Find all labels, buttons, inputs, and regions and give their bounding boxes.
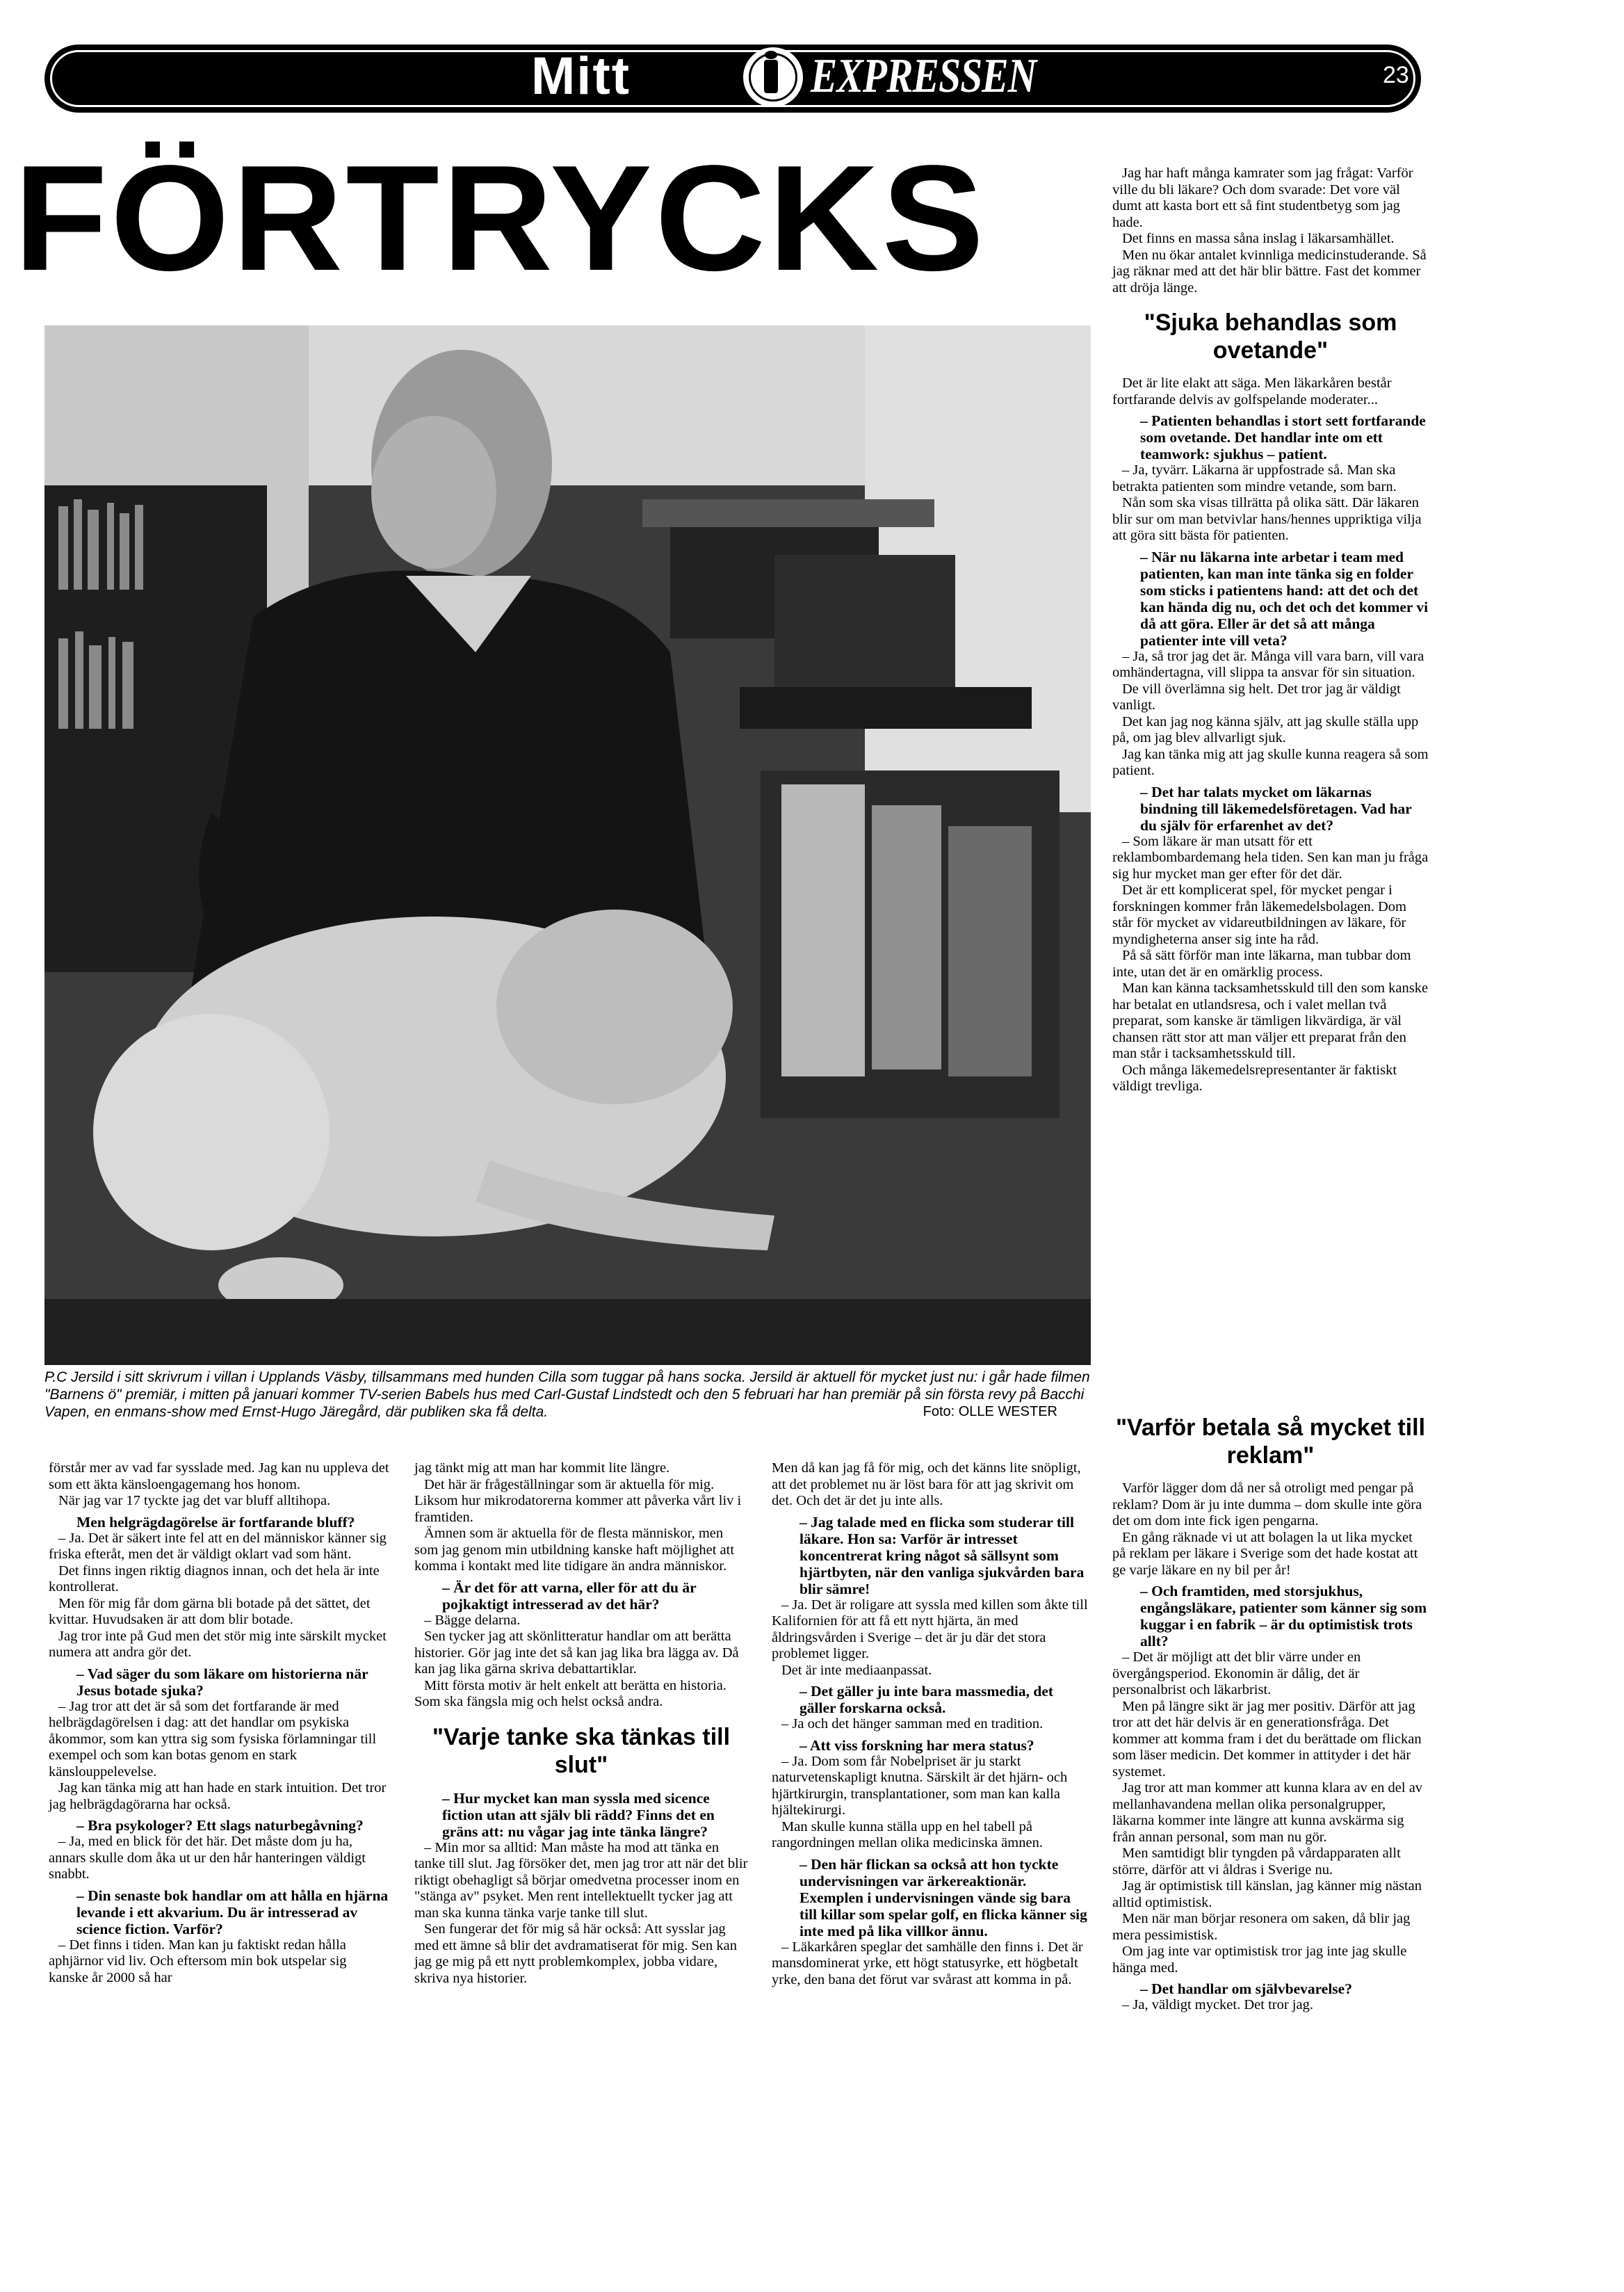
paragraph: – Ja och det hänger samman med en tradition. [781, 1716, 1044, 1732]
paragraph: De vill överlämna sig helt. Det tror jag är väldigt vanligt. [1112, 681, 1401, 713]
question: – Hur mycket kan man syssla med sicence fiction utan att själv bli rädd? Finns det en gräns att: nu vågar jag inte tänka längre? [442, 1789, 715, 1840]
paragraph: – Läkarkåren speglar det samhälle den finns i. Det är mansdominerat yrke, ett högt statusyrke, ett högbetalt yrke, den bana det förut var svårast att komma in på. [772, 1939, 1083, 1987]
question: – Det gäller ju inte bara massmedia, det gäller forskarna också. [799, 1683, 1054, 1716]
paragraph: Nån som ska visas tillrätta på olika sätt. Där läkaren blir sur om man betvivlar hans/hennes uppriktiga vilja att göra sitt bästa för patienten. [1112, 495, 1422, 543]
paragraph: På så sätt förför man inte läkarna, man tubbar dom inte, utan det är en omärklig process. [1112, 948, 1411, 980]
paragraph: – Det finns i tiden. Man kan ju faktiskt redan hålla aphjärnor vid liv. Och eftersom min bok utspelar sig kanske år 2000 så har [49, 1937, 347, 1985]
paragraph: Det är inte mediaanpassat. [781, 1662, 932, 1678]
subheading: "Sjuka behandlas som ovetande" [1144, 309, 1397, 364]
photo-caption [44, 1369, 1091, 1421]
question: – Patienten behandlas i stort sett fortfarande som ovetande. Det handlar inte om ett teamwork: sjukhus – patient. [1140, 412, 1426, 462]
paragraph: – Ja, så tror jag det är. Många vill vara barn, vill vara omhändertagna, vill slippa ta ansvar för sin situation. [1112, 648, 1424, 680]
question: – Bra psykologer? Ett slags naturbegåvning? [76, 1817, 364, 1834]
paragraph: Jag kan tänka mig att han hade en stark intuition. Det tror jag helbrägdagörarna har också. [49, 1780, 387, 1812]
question: – När nu läkarna inte arbetar i team med patienten, kan man inte tänka sig en folder som sticks i patientens hand: att det och det kan hända dig nu, och det och det kommer vi då att göra. Eller är det så att många patienter inte vill veta? [1140, 548, 1429, 649]
paragraph: – Min mor sa alltid: Man måste ha mod att tänka en tanke till slut. Jag försöker det, men jag tror att när det blir riktigt obehagligt så börjar omedvetna processer inom en "stänga av" psyket. Men rent intellektuellt tycker jag att man ska kunna tänka varje tanke till slut. [414, 1839, 748, 1921]
expressen-logo-icon [743, 47, 803, 107]
paragraph: Men för mig får dom gärna bli botade på det sättet, det kvittar. Huvudsaken är att dom blir botade. [49, 1595, 371, 1627]
paragraph: – Bägge delarna. [424, 1612, 521, 1628]
paragraph: Jag tror att man kommer att kunna klara av en del av mellanhavandena mellan olika personalgrupper, läkarna kommer inte längre att kunna avskärma sig från annan personal, som man nu gör. [1112, 1780, 1423, 1845]
paragraph: – Ja. Det är säkert inte fel att en del människor känner sig friska efteråt, men det är väldigt oklart vad som hänt. [49, 1530, 387, 1562]
paragraph: Sen fungerar det för mig så här också: Att sysslar jag med ett ämne så blir det avdramatiserat för mig. Sen kan jag ge mig på ett nytt problemkomplex, jobba vidare, skriva nya historier. [414, 1921, 737, 1986]
page-number: 23 [1383, 62, 1409, 88]
article-column-1 [49, 1460, 389, 1986]
question: – Och framtiden, med storsjukhus, engångsläkare, patienter som känner sig som kuggar i en fabrik – är du optimistisk trots allt? [1140, 1583, 1427, 1649]
paragraph: Det finns ingen riktig diagnos innan, och det hela är inte kontrollerat. [49, 1563, 380, 1595]
paragraph: En gång räknade vi ut att bolagen la ut lika mycket på reklam per läkare i Sverige som det hade kostat att ge varje läkare en ny bil per år! [1112, 1529, 1418, 1578]
masthead-border [50, 50, 1415, 107]
paragraph: Men samtidigt blir tyngden på vårdapparaten allt större, därför att vi åldras i Sverige nu. [1112, 1846, 1401, 1878]
paragraph: Mitt första motiv är helt enkelt att berätta en historia. Som ska fängsla mig och helst också andra. [414, 1677, 726, 1709]
masthead [44, 45, 1421, 113]
paragraph: – Det är möjligt att det blir värre under en övergångsperiod. Ekonomin är dålig, det är personalbrist och läkarbrist. [1112, 1649, 1361, 1697]
question: Men helgrägdagörelse är fortfarande bluff? [76, 1513, 355, 1531]
masthead-expressen: EXPRESSEN [811, 49, 1037, 103]
paragraph: Men på längre sikt är jag mer positiv. Därför att jag tror att det här delvis är en generationsfråga. Det kommer att komma fram i det du berättade om flickan som läser medicin. Det kommer in attityder i det här systemet. [1112, 1698, 1422, 1779]
article-column-5 [1112, 1401, 1429, 2014]
article-column-3 [772, 1460, 1088, 1988]
paragraph: Man skulle kunna ställa upp en hel tabell på rangordningen mellan olika medicinska ämnen. [772, 1818, 1043, 1850]
masthead-mitt: Mitt [531, 47, 631, 106]
paragraph: – Som läkare är man utsatt för ett reklambombardemang hela tiden. Sen kan man ju fråga sig hur mycket man ger efter för det där. [1112, 833, 1429, 882]
paragraph: Men när man börjar resonera om saken, då blir jag mera pessimistisk. [1112, 1911, 1411, 1943]
paragraph: När jag var 17 tyckte jag det var bluff alltihopa. [58, 1493, 331, 1508]
article-column-4 [1112, 166, 1429, 1095]
paragraph: Jag tror inte på Gud men det stör mig inte särskilt mycket numera att andra gör det. [49, 1628, 387, 1660]
subheading: "Varje tanke ska tänkas till slut" [432, 1723, 731, 1778]
question: – Att viss forskning har mera status? [799, 1736, 1034, 1754]
question: – Är det för att varna, eller för att du är pojkaktigt intresserad av det här? [442, 1579, 697, 1613]
paragraph: – Ja, med en blick för det här. Det måste dom ju ha, annars skulle dom åka ut ur den hår hanteringen väldigt snabbt. [49, 1834, 366, 1882]
paragraph: Men nu ökar antalet kvinnliga medicinstuderande. Så jag räknar med att det här blir bättre. Fast det kommer att dröja länge. [1112, 247, 1427, 296]
photo-illustration [44, 325, 1091, 1365]
article-photo [44, 325, 1091, 1365]
paragraph: Det kan jag nog känna själv, att jag skulle ställa upp på, om jag blev allvarligt sjuk. [1112, 713, 1419, 745]
paragraph: jag tänkt mig att man har kommit lite längre. [414, 1460, 670, 1476]
paragraph: Det här är frågeställningar som är aktuella för mig. Liksom hur mikrodatorerna kommer att påverka vårt liv i framtiden. [414, 1476, 742, 1525]
subheading: "Varför betala så mycket till reklam" [1115, 1414, 1426, 1469]
paragraph: Man kan känna tacksamhetsskuld till den som kanske har betalat en utlandsresa, och i valet mellan två preparat, som kanske är tämligen likvärdiga, är väl chansen rätt stor att man väljer ett preparat från den man står i tacksamhetsskuld till. [1112, 980, 1429, 1061]
paragraph: Det är lite elakt att säga. Men läkarkåren består fortfarande delvis av golfspelande moderater... [1112, 376, 1392, 407]
question: – Vad säger du som läkare om historierna när Jesus botade sjuka? [76, 1665, 368, 1699]
paragraph: förstår mer av vad far sysslade med. Jag kan nu uppleva det som ett äkta känsloengagemang hos honom. [49, 1460, 389, 1492]
question: – Den här flickan sa också att hon tyckte undervisningen var ärkereaktionär. Exemplen i undervisningen vände sig bara till killar som spelar golf, en flicka känner sig inte med på lika villkor ännu. [799, 1855, 1087, 1939]
paragraph: Jag är optimistisk till känslan, jag känner mig nästan alltid optimistisk. [1112, 1878, 1422, 1910]
paragraph: Om jag inte var optimistisk tror jag inte jag skulle hänga med. [1112, 1944, 1407, 1976]
paragraph: – Ja. Det är roligare att syssla med killen som åkte till Kalifornien för att få ett nytt hjärta, än med åldringsvården i Sverige – det är ju där det stora problemet ligger. [772, 1597, 1088, 1661]
paragraph: – Jag tror att det är så som det fortfarande är med helbrägdagörelsen i dag: att det handlar om psykiska åkommor, som kan yttra sig som fysiska förlamningar till exempel och som kan botas genom en stark känslouppelevelse. [49, 1698, 377, 1779]
paragraph: – Ja, tyvärr. Läkarna är uppfostrade så. Man ska betrakta patienten som mindre vetande, som barn. [1112, 462, 1397, 494]
paragraph: Varför lägger dom då ner så otroligt med pengar på reklam? Dom är ju inte dumma – dom skulle inte göra det om dom inte fick igen pengarna. [1112, 1480, 1422, 1528]
paragraph: – Ja. Dom som får Nobelpriset är ju starkt naturvetenskapligt knutna. Särskilt är det hjärn- och hjärtkirurgin, transplantationer, som man kan kalla hjältekirurgi. [772, 1753, 1068, 1818]
article-column-2 [414, 1460, 748, 1987]
question: – Det har talats mycket om läkarnas bindning till läkemedelsföretagen. Vad har du själv för erfarenhet av det? [1140, 783, 1412, 834]
paragraph: Det finns en massa såna inslag i läkarsamhället. [1122, 231, 1395, 246]
paragraph: Jag har haft många kamrater som jag frågat: Varför ville du bli läkare? Och dom svarade: Det vore väl dumt att kasta bort ett så fint studentbetyg som jag hade. [1112, 166, 1413, 230]
question: – Din senaste bok handlar om att hålla en hjärna levande i ett akvarium. Du är intresserad av science fiction. Varför? [76, 1887, 389, 1937]
paragraph: Och många läkemedelsrepresentanter är faktiskt väldigt trevliga. [1112, 1062, 1397, 1094]
caption-text: P.C Jersild i sitt skrivrum i villan i Upplands Väsby, tillsammans med hunden Cilla som tuggar på hans socka. Jersild är aktuell för mycket just nu: i går hade filmen "Barnens ö" premiär, i mitten på januari kommer TV-serien Babels hus med Carl-Gustaf Lindstedt och den 5 februari har han premiär på sin första revy på Bacchi Vapen, en enmans-show med Ernst-Hugo Järegård, där publiken ska få delta. [44, 1369, 1090, 1420]
headline: FÖRTRYCKS [14, 134, 987, 302]
paragraph: Jag kan tänka mig att jag skulle kunna reagera så som patient. [1112, 746, 1429, 778]
question: – Jag talade med en flicka som studerar till läkare. Hon sa: Varför är intresset koncentrerat kring något så sällsynt som hjärtbyten, när den vanliga sjukvården bara blir sämre! [799, 1513, 1085, 1597]
photo-credit: Foto: OLLE WESTER [923, 1404, 1057, 1419]
paragraph: Det är ett komplicerat spel, för mycket pengar i forskningen kommer från läkemedelsbolagen. Dom står för mycket av vidareutbildningen av läkare, för myndigheterna anser sig inte ha råd. [1112, 882, 1406, 947]
paragraph: Sen tycker jag att skönlitteratur handlar om att berätta historier. Gör jag inte det så kan jag lika bra lägga av. Då kan jag lika gärna skriva debattartiklar. [414, 1629, 739, 1677]
paragraph: – Ja, väldigt mycket. Det tror jag. [1122, 1997, 1313, 2012]
question: – Det handlar om självbevarelse? [1140, 1980, 1352, 1997]
paragraph: Ämnen som är aktuella för de flesta människor, men som jag genom min utbildning kanske haft möjlighet att komma i kontakt med lite tidigare än andra människor. [414, 1526, 735, 1574]
paragraph: Men då kan jag få för mig, och det känns lite snöpligt, att det problemet nu är löst bara för att jag skrivit om det. Och det är det ju inte alls. [772, 1460, 1081, 1508]
